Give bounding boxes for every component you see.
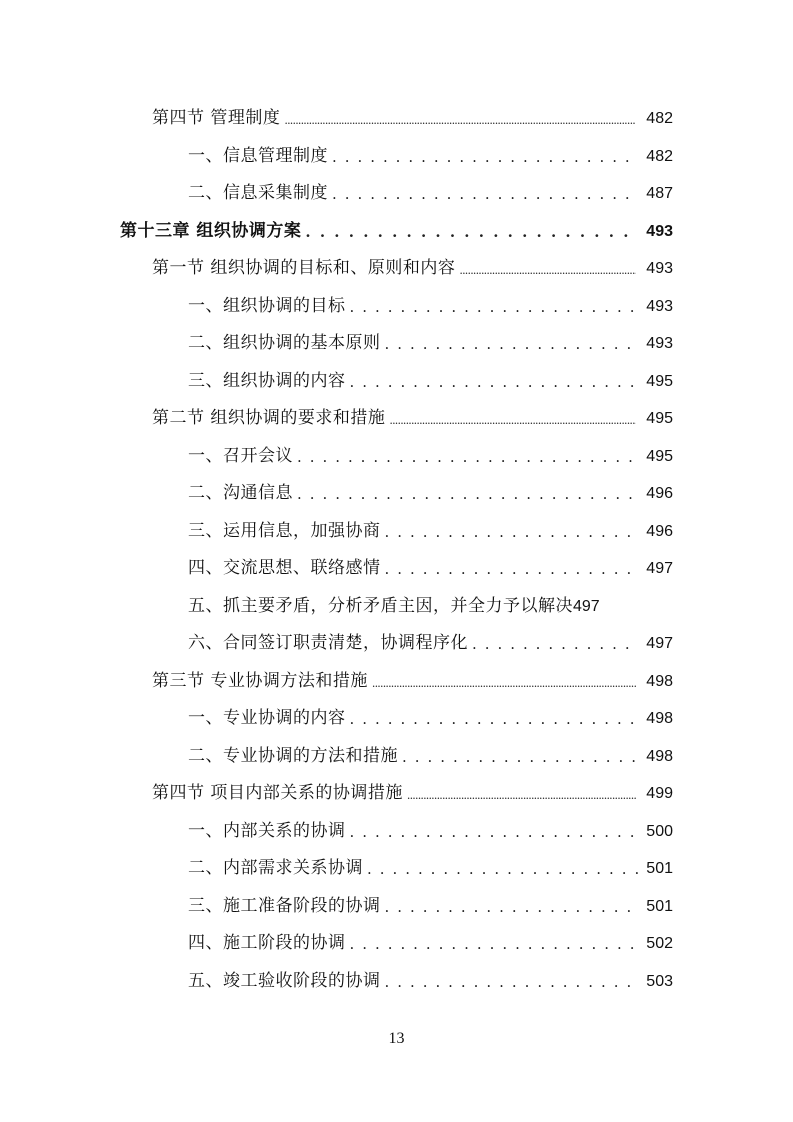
toc-entry-title: 三、运用信息，加强协商 xyxy=(188,520,381,541)
toc-entry-page: 498 xyxy=(646,672,673,690)
toc-entry-page: 482 xyxy=(646,147,673,165)
toc-entry-item[interactable] xyxy=(0,325,793,363)
toc-entry-title: 二、沟通信息 xyxy=(188,483,293,503)
dot-leader xyxy=(385,888,639,926)
dot-leader xyxy=(385,963,639,1001)
toc-entry-page: 500 xyxy=(646,822,673,840)
toc-entry-section[interactable] xyxy=(0,775,793,813)
toc-entry-page: 487 xyxy=(646,185,673,202)
toc-entry-page: 493 xyxy=(646,297,673,315)
dot-leader xyxy=(350,700,639,738)
toc-entry-title: 五、竣工验收阶段的协调 xyxy=(188,970,381,991)
toc-entry-item[interactable] xyxy=(0,513,793,551)
toc-entry-title: 一、组织协调的目标 xyxy=(188,295,346,316)
dot-leader xyxy=(389,400,636,438)
toc-entry-item[interactable] xyxy=(0,925,793,963)
toc-entry-page: 482 xyxy=(646,110,673,127)
dot-leader xyxy=(402,738,638,776)
toc-entry-item[interactable] xyxy=(0,813,793,851)
dot-leader xyxy=(459,250,636,288)
toc-entry-page: 495 xyxy=(646,410,673,427)
toc-entry-page: 496 xyxy=(646,522,673,540)
toc-entry-page: 493 xyxy=(646,335,673,352)
toc-entry-page: 493 xyxy=(646,260,673,277)
page-number: 13 xyxy=(388,1030,405,1047)
toc-entry-item[interactable] xyxy=(0,138,793,176)
toc-entry-title: 四、施工阶段的协调 xyxy=(188,933,346,953)
toc-entry-item[interactable] xyxy=(0,288,793,326)
toc-entry-page: 496 xyxy=(646,485,673,502)
toc-entry-title: 第四节 管理制度 xyxy=(152,108,281,128)
dot-leader xyxy=(472,625,638,663)
toc-entry-section[interactable] xyxy=(0,250,793,288)
dot-leader xyxy=(385,550,639,588)
toc-entry-title: 二、信息采集制度 xyxy=(188,183,328,203)
dot-leader xyxy=(297,475,638,513)
dot-leader xyxy=(385,325,639,363)
toc-entry-item[interactable] xyxy=(0,963,793,1001)
dot-leader xyxy=(350,288,639,326)
dot-leader xyxy=(350,813,639,851)
dot-leader xyxy=(297,438,638,476)
toc-entry-title: 一、召开会议 xyxy=(188,445,293,466)
toc-entry-item[interactable] xyxy=(0,700,793,738)
toc-entry-title: 一、信息管理制度 xyxy=(188,145,328,166)
toc-entry-title: 一、内部关系的协调 xyxy=(188,820,346,841)
toc-entry-item[interactable] xyxy=(0,438,793,476)
toc-entry-page: 499 xyxy=(646,785,673,802)
toc-entry-item[interactable] xyxy=(0,625,793,663)
dot-leader xyxy=(332,138,638,176)
toc-entry-title: 六、合同签订职责清楚，协调程序化 xyxy=(188,633,468,653)
toc-entry-title: 第四节 项目内部关系的协调措施 xyxy=(152,783,403,803)
dot-leader xyxy=(305,213,638,251)
dot-leader xyxy=(350,363,639,401)
toc-entry-section[interactable] xyxy=(0,400,793,438)
toc-entry-page: 501 xyxy=(646,897,673,915)
dot-leader xyxy=(332,175,638,213)
toc-entry-page: 501 xyxy=(646,860,673,877)
toc-entry-section[interactable] xyxy=(0,663,793,701)
toc-entry-page: 502 xyxy=(646,935,673,952)
dot-leader xyxy=(372,663,636,701)
toc-entry-page: 497 xyxy=(573,597,600,615)
toc-entry-item[interactable] xyxy=(0,550,793,588)
toc-entry-chapter[interactable] xyxy=(0,213,793,251)
toc-entry-page: 498 xyxy=(646,747,673,765)
toc-entry-title: 三、组织协调的内容 xyxy=(188,370,346,391)
toc-entry-item[interactable] xyxy=(0,888,793,926)
toc-entry-title: 二、内部需求关系协调 xyxy=(188,858,363,878)
dot-leader xyxy=(284,100,636,138)
toc-entry-item[interactable] xyxy=(0,175,793,213)
toc-entry-title: 五、抓主要矛盾，分析矛盾主因，并全力予以解决 xyxy=(188,595,573,616)
toc-entry-item[interactable] xyxy=(0,738,793,776)
toc-entry-item[interactable] xyxy=(0,363,793,401)
toc-entry-item[interactable] xyxy=(0,475,793,513)
toc-entry-page: 498 xyxy=(646,710,673,727)
toc-entry-page: 503 xyxy=(646,972,673,990)
toc-entry-page: 495 xyxy=(646,372,673,390)
dot-leader xyxy=(367,850,638,888)
toc-entry-page: 497 xyxy=(646,635,673,652)
toc-entry-title: 四、交流思想、联络感情 xyxy=(188,558,381,578)
dot-leader xyxy=(350,925,639,963)
toc-entry-item[interactable] xyxy=(0,850,793,888)
toc-entry-page: 497 xyxy=(646,560,673,577)
dot-leader xyxy=(385,513,639,551)
toc-entry-section[interactable] xyxy=(0,100,793,138)
toc-entry-title: 第三节 专业协调方法和措施 xyxy=(152,670,368,691)
toc-entry-title: 二、专业协调的方法和措施 xyxy=(188,745,398,766)
table-of-contents xyxy=(0,100,793,1000)
toc-entry-item[interactable] xyxy=(0,588,793,626)
toc-entry-title: 第一节 组织协调的目标和、原则和内容 xyxy=(152,258,456,278)
toc-entry-title: 一、专业协调的内容 xyxy=(188,708,346,728)
toc-entry-page: 495 xyxy=(646,447,673,465)
toc-entry-page: 493 xyxy=(646,222,673,240)
toc-entry-title: 三、施工准备阶段的协调 xyxy=(188,895,381,916)
toc-entry-title: 第二节 组织协调的要求和措施 xyxy=(152,408,386,428)
toc-entry-title: 第十三章 组织协调方案 xyxy=(120,220,302,241)
toc-entry-title: 二、组织协调的基本原则 xyxy=(188,333,381,353)
dot-leader xyxy=(407,775,636,813)
